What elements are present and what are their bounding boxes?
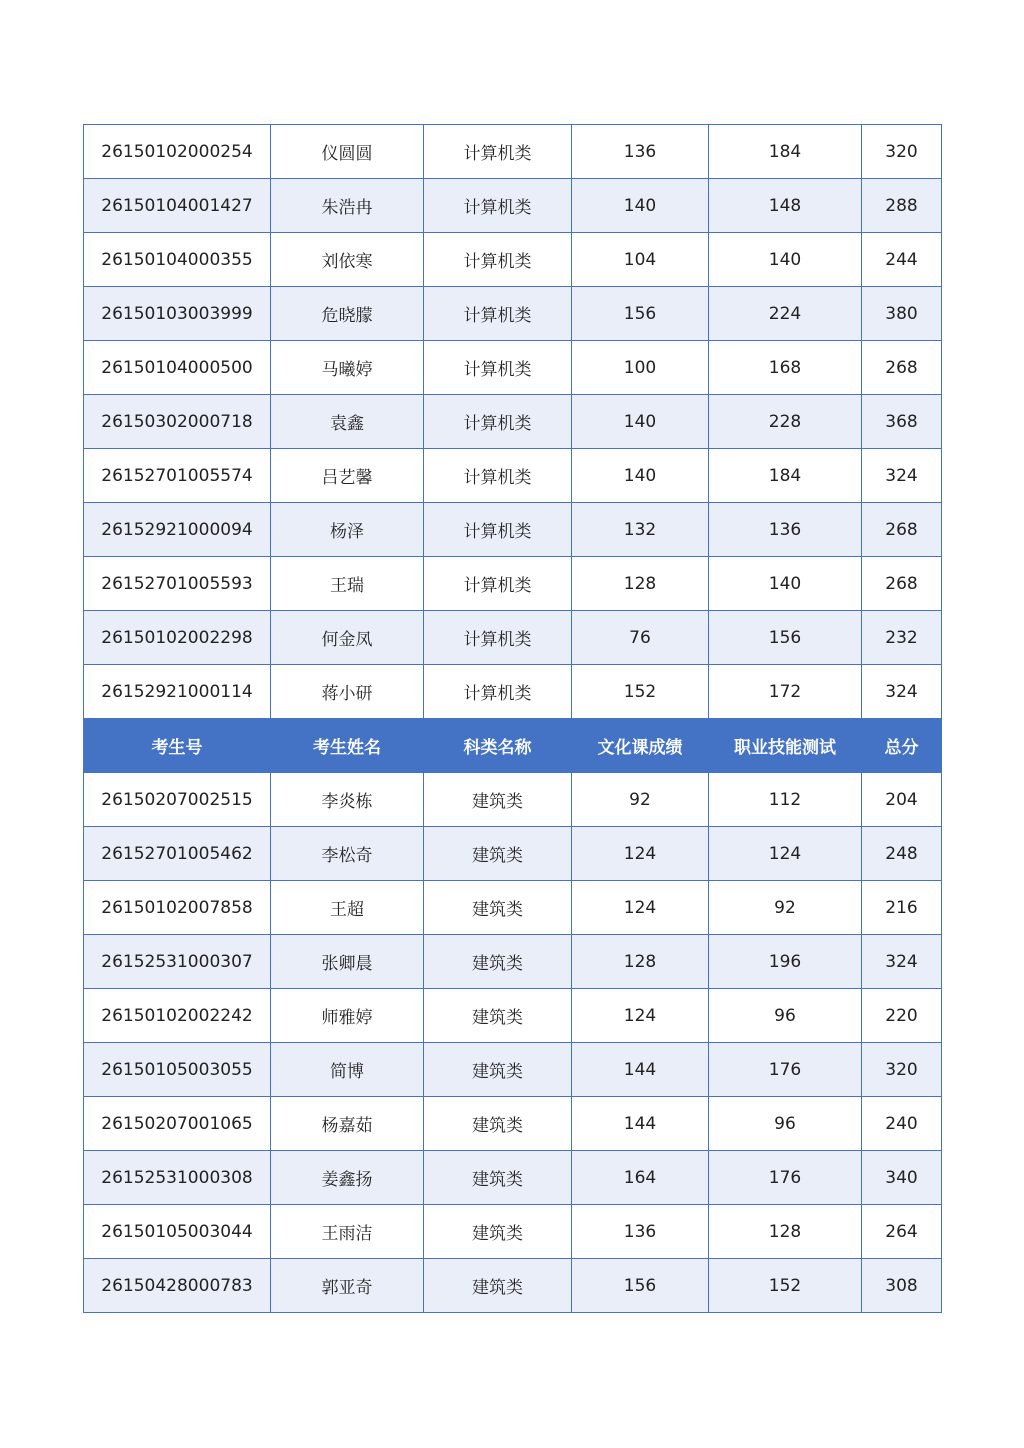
student-name-cell: 姜鑫扬 (271, 1151, 424, 1205)
category-cell: 计算机类 (424, 125, 572, 179)
category-cell: 计算机类 (424, 233, 572, 287)
student-name-cell: 王超 (271, 881, 424, 935)
category-cell: 建筑类 (424, 881, 572, 935)
exam-id-cell: 26150105003044 (84, 1205, 271, 1259)
student-name-cell: 杨泽 (271, 503, 424, 557)
skill-score-cell: 196 (709, 935, 862, 989)
table-row (84, 773, 942, 827)
skill-score-cell: 168 (709, 341, 862, 395)
exam-id-cell: 26150102000254 (84, 125, 271, 179)
table-row (84, 233, 942, 287)
exam-id-cell: 26150104001427 (84, 179, 271, 233)
student-name-cell: 朱浩冉 (271, 179, 424, 233)
total-score-cell: 240 (862, 1097, 942, 1151)
culture-score-cell: 92 (572, 773, 709, 827)
category-cell: 计算机类 (424, 503, 572, 557)
category-cell: 建筑类 (424, 989, 572, 1043)
culture-score-cell: 156 (572, 1259, 709, 1313)
culture-score-cell: 124 (572, 881, 709, 935)
category-cell: 计算机类 (424, 341, 572, 395)
exam-id-cell: 26150102002298 (84, 611, 271, 665)
table-row (84, 449, 942, 503)
skill-score-cell: 224 (709, 287, 862, 341)
exam-id-cell: 26152921000114 (84, 665, 271, 719)
exam-id-cell: 26152531000308 (84, 1151, 271, 1205)
culture-score-cell: 136 (572, 1205, 709, 1259)
exam-id-cell: 26152531000307 (84, 935, 271, 989)
table-row (84, 503, 942, 557)
category-cell: 建筑类 (424, 827, 572, 881)
student-name-cell: 杨嘉茹 (271, 1097, 424, 1151)
table-row (84, 1259, 942, 1313)
category-cell: 建筑类 (424, 1205, 572, 1259)
header-culture-score: 文化课成绩 (572, 719, 709, 773)
category-cell: 计算机类 (424, 395, 572, 449)
exam-id-cell: 26150104000500 (84, 341, 271, 395)
skill-score-cell: 136 (709, 503, 862, 557)
score-table (83, 124, 942, 1313)
culture-score-cell: 128 (572, 557, 709, 611)
student-name-cell: 袁鑫 (271, 395, 424, 449)
header-student-name: 考生姓名 (271, 719, 424, 773)
category-cell: 计算机类 (424, 611, 572, 665)
exam-id-cell: 26150302000718 (84, 395, 271, 449)
skill-score-cell: 112 (709, 773, 862, 827)
total-score-cell: 320 (862, 125, 942, 179)
skill-score-cell: 96 (709, 989, 862, 1043)
culture-score-cell: 124 (572, 989, 709, 1043)
student-name-cell: 危晓朦 (271, 287, 424, 341)
skill-score-cell: 124 (709, 827, 862, 881)
table-row (84, 179, 942, 233)
table-row (84, 827, 942, 881)
table-row (84, 611, 942, 665)
skill-score-cell: 156 (709, 611, 862, 665)
total-score-cell: 220 (862, 989, 942, 1043)
culture-score-cell: 104 (572, 233, 709, 287)
table-header-row (84, 719, 942, 773)
culture-score-cell: 76 (572, 611, 709, 665)
total-score-cell: 308 (862, 1259, 942, 1313)
total-score-cell: 380 (862, 287, 942, 341)
student-name-cell: 刘依寒 (271, 233, 424, 287)
student-name-cell: 仪圆圆 (271, 125, 424, 179)
student-name-cell: 张卿晨 (271, 935, 424, 989)
exam-id-cell: 26150207002515 (84, 773, 271, 827)
student-name-cell: 王雨洁 (271, 1205, 424, 1259)
culture-score-cell: 132 (572, 503, 709, 557)
student-name-cell: 何金凤 (271, 611, 424, 665)
category-cell: 建筑类 (424, 1151, 572, 1205)
total-score-cell: 244 (862, 233, 942, 287)
student-name-cell: 李炎栋 (271, 773, 424, 827)
exam-id-cell: 26152701005462 (84, 827, 271, 881)
total-score-cell: 248 (862, 827, 942, 881)
header-skill-score: 职业技能测试 (709, 719, 862, 773)
header-category: 科类名称 (424, 719, 572, 773)
skill-score-cell: 92 (709, 881, 862, 935)
table-row (84, 881, 942, 935)
skill-score-cell: 96 (709, 1097, 862, 1151)
skill-score-cell: 148 (709, 179, 862, 233)
category-cell: 建筑类 (424, 935, 572, 989)
culture-score-cell: 156 (572, 287, 709, 341)
culture-score-cell: 136 (572, 125, 709, 179)
student-name-cell: 师雅婷 (271, 989, 424, 1043)
header-total-score: 总分 (862, 719, 942, 773)
total-score-cell: 340 (862, 1151, 942, 1205)
skill-score-cell: 176 (709, 1043, 862, 1097)
header-exam-id: 考生号 (84, 719, 271, 773)
total-score-cell: 324 (862, 449, 942, 503)
exam-id-cell: 26152701005574 (84, 449, 271, 503)
category-cell: 建筑类 (424, 1043, 572, 1097)
table-row (84, 989, 942, 1043)
skill-score-cell: 128 (709, 1205, 862, 1259)
category-cell: 计算机类 (424, 449, 572, 503)
table-row (84, 1097, 942, 1151)
skill-score-cell: 184 (709, 125, 862, 179)
total-score-cell: 324 (862, 935, 942, 989)
student-name-cell: 王瑞 (271, 557, 424, 611)
skill-score-cell: 228 (709, 395, 862, 449)
total-score-cell: 324 (862, 665, 942, 719)
category-cell: 计算机类 (424, 665, 572, 719)
exam-id-cell: 26150207001065 (84, 1097, 271, 1151)
skill-score-cell: 152 (709, 1259, 862, 1313)
total-score-cell: 204 (862, 773, 942, 827)
total-score-cell: 268 (862, 341, 942, 395)
culture-score-cell: 140 (572, 395, 709, 449)
student-name-cell: 蒋小研 (271, 665, 424, 719)
culture-score-cell: 128 (572, 935, 709, 989)
exam-id-cell: 26150428000783 (84, 1259, 271, 1313)
category-cell: 计算机类 (424, 557, 572, 611)
skill-score-cell: 184 (709, 449, 862, 503)
total-score-cell: 232 (862, 611, 942, 665)
student-name-cell: 吕艺馨 (271, 449, 424, 503)
exam-id-cell: 26150102007858 (84, 881, 271, 935)
student-name-cell: 马曦婷 (271, 341, 424, 395)
exam-id-cell: 26150103003999 (84, 287, 271, 341)
culture-score-cell: 164 (572, 1151, 709, 1205)
table-row (84, 1043, 942, 1097)
table-row (84, 557, 942, 611)
culture-score-cell: 144 (572, 1043, 709, 1097)
category-cell: 建筑类 (424, 1097, 572, 1151)
table-row (84, 665, 942, 719)
skill-score-cell: 140 (709, 233, 862, 287)
total-score-cell: 216 (862, 881, 942, 935)
total-score-cell: 264 (862, 1205, 942, 1259)
culture-score-cell: 100 (572, 341, 709, 395)
table-row (84, 287, 942, 341)
culture-score-cell: 144 (572, 1097, 709, 1151)
category-cell: 计算机类 (424, 287, 572, 341)
exam-id-cell: 26150102002242 (84, 989, 271, 1043)
student-name-cell: 简博 (271, 1043, 424, 1097)
exam-id-cell: 26150105003055 (84, 1043, 271, 1097)
total-score-cell: 268 (862, 557, 942, 611)
table-row (84, 125, 942, 179)
category-cell: 计算机类 (424, 179, 572, 233)
culture-score-cell: 140 (572, 179, 709, 233)
category-cell: 建筑类 (424, 773, 572, 827)
total-score-cell: 368 (862, 395, 942, 449)
total-score-cell: 268 (862, 503, 942, 557)
score-table-body (84, 125, 942, 1313)
student-name-cell: 李松奇 (271, 827, 424, 881)
total-score-cell: 320 (862, 1043, 942, 1097)
total-score-cell: 288 (862, 179, 942, 233)
skill-score-cell: 176 (709, 1151, 862, 1205)
culture-score-cell: 140 (572, 449, 709, 503)
category-cell: 建筑类 (424, 1259, 572, 1313)
exam-id-cell: 26152921000094 (84, 503, 271, 557)
student-name-cell: 郭亚奇 (271, 1259, 424, 1313)
table-row (84, 935, 942, 989)
exam-id-cell: 26150104000355 (84, 233, 271, 287)
skill-score-cell: 140 (709, 557, 862, 611)
exam-id-cell: 26152701005593 (84, 557, 271, 611)
skill-score-cell: 172 (709, 665, 862, 719)
culture-score-cell: 152 (572, 665, 709, 719)
table-row (84, 341, 942, 395)
culture-score-cell: 124 (572, 827, 709, 881)
table-row (84, 1151, 942, 1205)
table-row (84, 395, 942, 449)
table-row (84, 1205, 942, 1259)
